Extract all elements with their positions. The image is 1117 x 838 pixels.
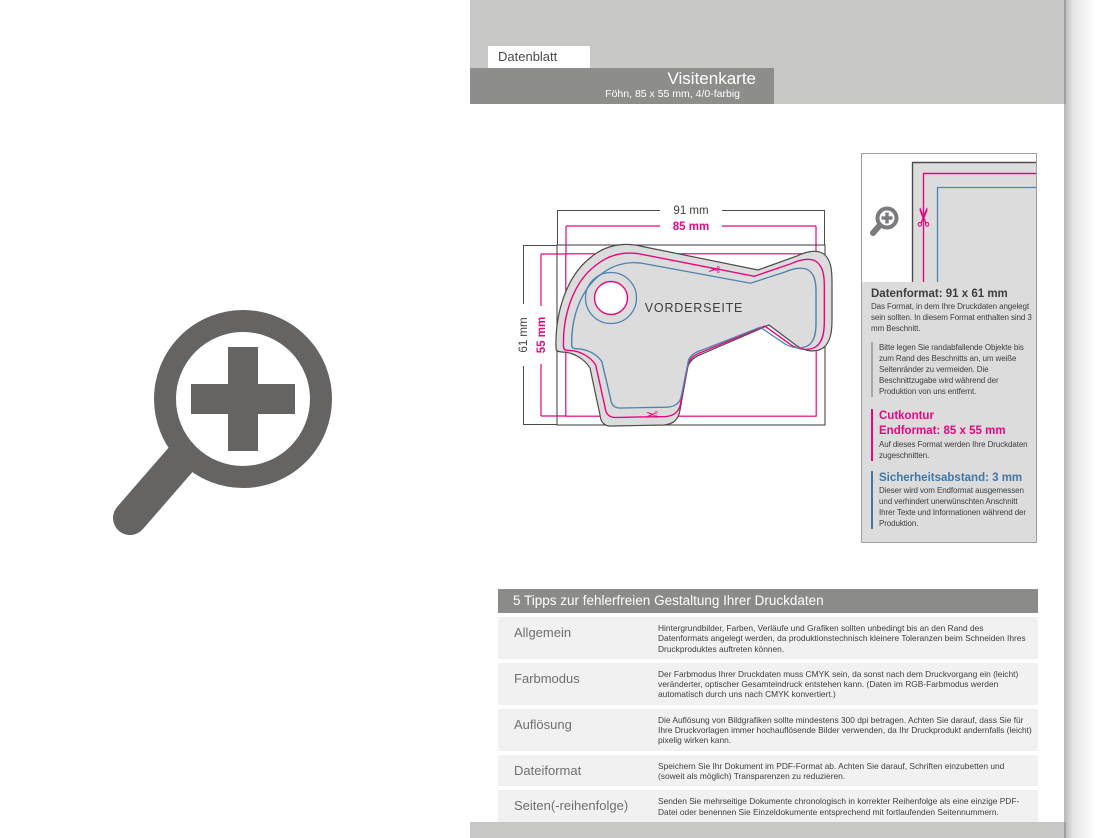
tips-table xyxy=(498,589,1038,822)
footer-band xyxy=(470,822,1066,838)
datenformat-title: Datenformat: 91 x 61 mm xyxy=(871,288,1008,300)
dim-outer-height-label: 61 mm xyxy=(518,317,530,353)
tip-label: Allgemein xyxy=(514,625,572,640)
zoom-in-icon xyxy=(95,285,375,565)
datenformat-text: Das Format, in dem Ihre Druckdaten angelegt sein sollten. In diesem Format enthalten sind 3 mm Beschnitt. xyxy=(871,302,1032,333)
tip-text: Der Farbmodus Ihrer Druckdaten muss CMYK sein, da sonst nach dem Druckvorgang ein (leicht) veränderter, optischer Gesamteindruck entstehen kann. (Daten im RGB-Farbmodus werden automatisch durch uns nach CMYK konvertiert.) xyxy=(658,668,1019,700)
format-info-box xyxy=(861,153,1037,543)
page-title: Visitenkarte xyxy=(667,69,756,88)
table-row xyxy=(498,790,1038,822)
tip-label: Dateiformat xyxy=(514,762,582,778)
tip-text: Senden Sie mehrseitige Dokumente chronologisch in korrekter Reihenfolge als eine einzige PDF-Datei oder benennen Sie Einzeldokumente entsprechend mit fortlaufenden Seitennummern. xyxy=(658,796,1020,817)
table-row xyxy=(498,709,1038,751)
endformat-title: Endformat: 85 x 55 mm xyxy=(879,425,1006,437)
dim-outer-width-label: 91 mm xyxy=(673,205,709,217)
tip-text: Die Auflösung von Bildgrafiken sollte mindestens 300 dpi betragen. Achten Sie darauf, dass Sie für Ihre Druckvorlagen immer hochauflösende Bilder verwenden, da Ihr Druckprodukt andernfalls (leicht) pixelig wirken kann. xyxy=(658,714,1032,746)
scissors-icon: ✂ xyxy=(707,260,721,277)
bleed-note: Bitte legen Sie randabfallende Objekte bis zum Rand des Beschnitts an, um weiße Seitenränder zu vermeiden. Die Beschnittzugabe wird während der Produktion von uns entfernt. xyxy=(871,342,1032,397)
format-info-panel xyxy=(862,282,1036,542)
cutkontur-title: Cutkontur xyxy=(879,410,934,422)
safety-section xyxy=(871,471,1032,529)
hairdryer-bleed-outline xyxy=(556,244,832,426)
zoom-in-icon xyxy=(873,209,897,234)
tip-label: Auflösung xyxy=(514,716,572,732)
tips-header: 5 Tipps zur fehlerfreien Gestaltung Ihrer Druckdaten xyxy=(498,589,1038,613)
datenformat-section xyxy=(871,287,1032,334)
tip-text: Speichern Sie Ihr Dokument im PDF-Format ab. Achten Sie darauf, Schriften einzubetten und (soweit als möglich) Transparenzen zu reduzieren. xyxy=(658,760,1005,781)
endformat-text: Auf dieses Format werden Ihre Druckdaten zugeschnitten. xyxy=(879,440,1028,460)
dim-inner-width-label: 85 mm xyxy=(672,221,710,233)
scissors-icon: ✂ xyxy=(645,405,659,422)
page-subtitle: Föhn, 85 x 55 mm, 4/0-farbig xyxy=(605,88,740,100)
safety-text: Dieser wird vom Endformat ausgemessen und verhindert unerwünschten Anschnitt Ihrer Texte und Informationen während der Produktion. xyxy=(879,486,1026,528)
scissors-icon: ✂ xyxy=(909,206,939,228)
hole-cut-circle xyxy=(595,282,628,315)
dim-inner-height-label: 55 mm xyxy=(536,316,548,354)
product-title-band xyxy=(470,68,774,104)
table-row xyxy=(498,663,1038,705)
tip-label: Seiten(-reihenfolge) xyxy=(514,798,629,814)
corner-zoom-thumbnail[interactable] xyxy=(862,154,1036,282)
die-cut-diagram xyxy=(500,198,846,434)
page-edge-shadow xyxy=(1064,0,1094,838)
datenblatt-tab: Datenblatt xyxy=(488,46,590,68)
tip-label: Farbmodus xyxy=(514,670,580,686)
corner-zoom-drawing xyxy=(862,154,1036,282)
table-row xyxy=(498,617,1038,659)
cutkontur-section xyxy=(871,409,1032,461)
table-row xyxy=(498,755,1038,787)
tip-text: Hintergrundbilder, Farben, Verläufe und Grafiken sollten unbedingt bis an den Rand des Datenformats angelegt werden, da produktionstechnisch kleinere Toleranzen beim Schneiden Ihres Druckproduktes auftreten können. xyxy=(658,623,1026,654)
safety-title: Sicherheitsabstand: 3 mm xyxy=(879,472,1023,484)
front-side-label: VORDERSEITE xyxy=(644,301,744,315)
